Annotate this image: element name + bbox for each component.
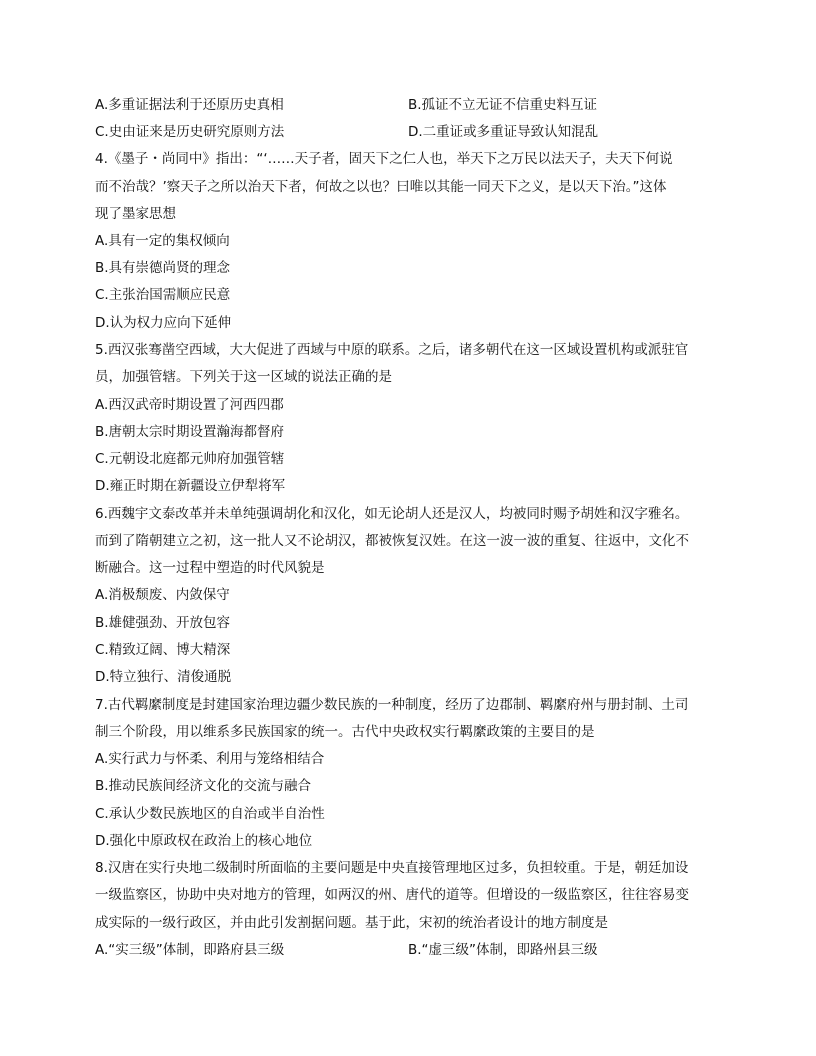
q8-stem-line-3: 成实际的一级行政区，并由此引发割据问题。基于此，宋初的统治者设计的地方制度是: [95, 915, 608, 931]
q4-option-b: B.具有崇德尚贤的理念: [95, 260, 231, 276]
q6-option-c: C.精致辽阔、博大精深: [95, 642, 231, 658]
q5-stem-line-2: 员，加强管辖。下列关于这一区域的说法正确的是: [95, 369, 392, 385]
q5-option-a: A.西汉武帝时期设置了河西四郡: [95, 397, 284, 413]
q6-stem-line-3: 断融合。这一过程中塑造的时代风貌是: [95, 560, 325, 576]
q3-option-b: B.孤证不立无证不信重史料互证: [408, 97, 598, 113]
q7-stem-line-2: 制三个阶段，用以维系多民族国家的统一。古代中央政权实行羁縻政策的主要目的是: [95, 724, 595, 740]
q5-option-d: D.雍正时期在新疆设立伊犁将军: [95, 478, 286, 494]
q8-option-a: A.“实三级”体制，即路府县三级: [95, 942, 285, 958]
q5-stem-line-1: 5.西汉张骞凿空西域，大大促进了西域与中原的联系。之后，诸多朝代在这一区域设置机构或派驻官: [95, 342, 689, 358]
q7-option-c: C.承认少数民族地区的自治或半自治性: [95, 806, 325, 822]
q3-option-c: C.史由证来是历史研究原则方法: [95, 124, 285, 140]
q3-option-d: D.二重证或多重证导致认知混乱: [408, 124, 599, 140]
q5-option-c: C.元朝设北庭都元帅府加强管辖: [95, 451, 285, 467]
q8-option-b: B.“虚三级”体制，即路州县三级: [408, 942, 598, 958]
q7-option-d: D.强化中原政权在政治上的核心地位: [95, 833, 313, 849]
q6-stem-line-2: 而到了隋朝建立之初，这一批人又不论胡汉，都被恢复汉姓。在这一波一波的重复、往返中，文化不: [95, 533, 689, 549]
q4-stem-line-1: 4.《墨子・尚同中》指出：“‘……天子者，固天下之仁人也，举天下之万民以法天子，夫天下何说: [95, 151, 673, 167]
q6-option-b: B.雄健强劲、开放包容: [95, 615, 231, 631]
q4-stem-line-3: 现了墨家思想: [95, 206, 176, 222]
q7-option-b: B.推动民族间经济文化的交流与融合: [95, 778, 312, 794]
q8-stem-line-1: 8.汉唐在实行央地二级制时所面临的主要问题是中央直接管理地区过多，负担较重。于是，朝廷加设: [95, 860, 689, 876]
q3-option-a: A.多重证据法利于还原历史真相: [95, 97, 284, 113]
q6-stem-line-1: 6.西魏宇文泰改革并未单纯强调胡化和汉化，如无论胡人还是汉人，均被同时赐予胡姓和汉字雅名。: [95, 506, 689, 522]
q6-option-a: A.消极颓废、内敛保守: [95, 587, 230, 603]
q4-option-c: C.主张治国需顺应民意: [95, 287, 231, 303]
q6-option-d: D.特立独行、清俊通脱: [95, 669, 232, 685]
q5-option-b: B.唐朝太宗时期设置瀚海都督府: [95, 424, 285, 440]
q7-option-a: A.实行武力与怀柔、利用与笼络相结合: [95, 751, 325, 767]
q4-option-a: A.具有一定的集权倾向: [95, 233, 230, 249]
q4-stem-line-2: 而不治哉？’察天子之所以治天下者，何故之以也？曰唯以其能一同天下之义，是以天下治。”这体: [95, 179, 667, 195]
q4-option-d: D.认为权力应向下延伸: [95, 315, 232, 331]
q7-stem-line-1: 7.古代羁縻制度是封建国家治理边疆少数民族的一种制度，经历了边郡制、羁縻府州与册封制、土司: [95, 697, 689, 713]
q8-stem-line-2: 一级监察区，协助中央对地方的管理，如两汉的州、唐代的道等。但增设的一级监察区，往往容易变: [95, 887, 689, 903]
